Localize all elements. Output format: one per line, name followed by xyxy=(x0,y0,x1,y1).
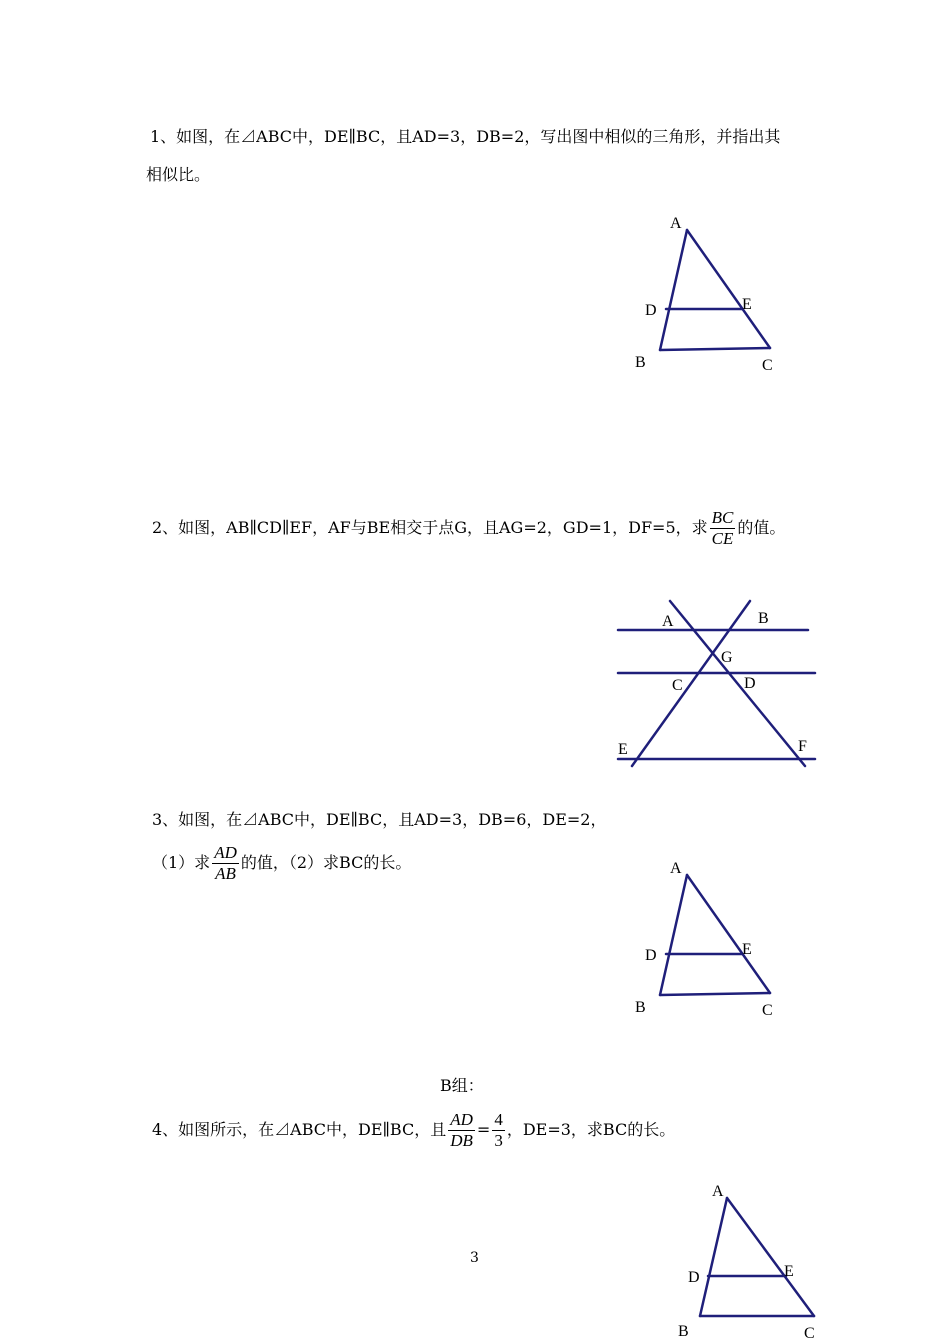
label-B: B xyxy=(635,354,646,371)
label-A: A xyxy=(712,1183,724,1200)
label-E: E xyxy=(742,296,752,313)
label-E: E xyxy=(742,941,752,958)
q4-frac-num: AD xyxy=(450,1110,473,1129)
q3-line2 xyxy=(152,843,411,884)
q3-fraction xyxy=(212,843,239,884)
q4-text xyxy=(152,1110,675,1151)
section-b-heading: B组： xyxy=(440,1076,484,1095)
q3-frac-num: AD xyxy=(214,843,237,862)
q4-after: ，DE=3，求BC的长。 xyxy=(506,1120,676,1139)
triangle-figure-4 xyxy=(670,1178,835,1344)
q2-after: 的值。 xyxy=(737,518,786,537)
triangle-figure-1 xyxy=(630,210,790,380)
q4-frac2-den: 3 xyxy=(494,1131,503,1150)
q3-line1: 3、如图，在⊿ABC中，DE∥BC，且AD=3，DB=6，DE=2， xyxy=(152,810,607,829)
label-C: C xyxy=(762,357,773,374)
parallel-lines-figure xyxy=(610,598,825,773)
label-B: B xyxy=(758,610,769,627)
q2-fraction xyxy=(710,508,736,549)
label-C: C xyxy=(672,677,683,694)
label-C: C xyxy=(762,1002,773,1019)
label-F: F xyxy=(798,738,807,755)
label-D: D xyxy=(645,302,657,319)
triangle-figure-3 xyxy=(630,855,790,1025)
q4-eq: = xyxy=(476,1120,491,1139)
q3-part1-prefix: （1）求 xyxy=(152,853,211,872)
q2-text xyxy=(152,508,785,549)
q1-line1: 1、如图，在⊿ABC中，DE∥BC，且AD=3，DB=2，写出图中相似的三角形，并指出其 xyxy=(150,127,781,146)
page-number: 3 xyxy=(470,1250,479,1266)
q4-before: 4、如图所示，在⊿ABC中，DE∥BC，且 xyxy=(152,1120,447,1139)
label-A: A xyxy=(670,215,682,232)
label-B: B xyxy=(678,1323,689,1340)
label-D: D xyxy=(645,947,657,964)
q2-before: 2、如图，AB∥CD∥EF，AF与BE相交于点G，且AG=2，GD=1，DF=5，求 xyxy=(152,518,708,537)
label-E: E xyxy=(618,741,628,758)
q2-frac-num: BC xyxy=(711,508,734,527)
label-G: G xyxy=(721,649,733,666)
q2-frac-den: CE xyxy=(711,529,734,548)
label-D: D xyxy=(688,1269,700,1286)
q3-part1-suffix: 的值，（2）求BC的长。 xyxy=(240,853,412,872)
label-E: E xyxy=(784,1263,794,1280)
q4-frac2-num: 4 xyxy=(494,1110,503,1129)
q4-fraction-2 xyxy=(492,1110,505,1151)
label-C: C xyxy=(804,1325,815,1342)
label-D: D xyxy=(744,675,756,692)
label-A: A xyxy=(662,613,674,630)
q3-frac-den: AB xyxy=(215,864,236,883)
q4-frac-den: DB xyxy=(450,1131,473,1150)
label-B: B xyxy=(635,999,646,1016)
label-A: A xyxy=(670,860,682,877)
q4-fraction-1 xyxy=(448,1110,475,1151)
q1-line2: 相似比。 xyxy=(146,165,211,184)
